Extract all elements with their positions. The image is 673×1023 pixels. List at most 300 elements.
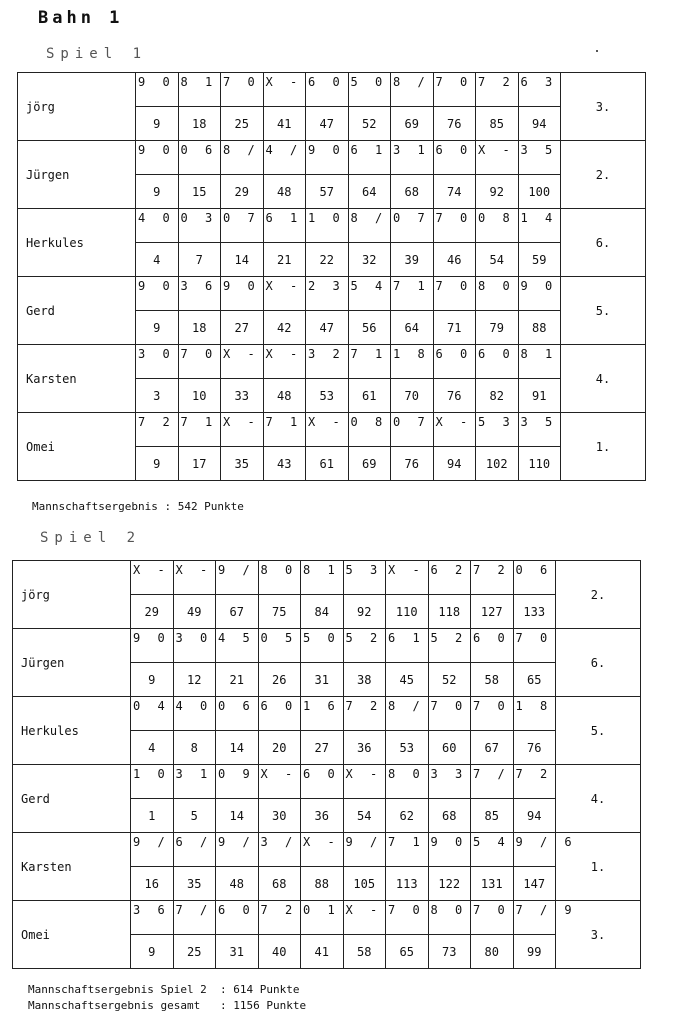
frame-throws-text: 7 0 [473, 903, 510, 917]
cumulative-score: 84 [301, 595, 344, 629]
cumulative-score: 76 [433, 107, 476, 141]
frame-throws [306, 345, 349, 379]
frame-throws-text: X - [223, 347, 260, 361]
frame-throws-text: 5 4 [350, 279, 388, 293]
frame-throws-text: 7 0 [435, 211, 473, 225]
frame-throws [131, 561, 174, 595]
frame-throws-text: 5 3 [345, 563, 383, 577]
cumulative-score: 1 [131, 799, 174, 833]
frame-throws-text: X - [133, 563, 170, 577]
frame-throws [391, 413, 434, 447]
cumulative-score: 27 [221, 311, 264, 345]
cumulative-score: 47 [306, 107, 349, 141]
frame-throws-text: 7 2 [260, 903, 298, 917]
frame-throws [216, 833, 259, 867]
frame-throws [343, 561, 386, 595]
frame-throws-text: 5 0 [350, 75, 388, 89]
cumulative-score: 62 [386, 799, 429, 833]
frame-throws [216, 697, 259, 731]
frame-throws [258, 833, 301, 867]
frame-throws [173, 901, 216, 935]
frame-throws [343, 901, 386, 935]
player-rank: 4. [556, 765, 641, 833]
cumulative-score: 68 [391, 175, 434, 209]
cumulative-score: 127 [471, 595, 514, 629]
player-row [18, 209, 646, 243]
cumulative-score: 46 [433, 243, 476, 277]
frame-throws [391, 277, 434, 311]
cumulative-score: 74 [433, 175, 476, 209]
frame-throws-text: 6 0 [478, 347, 515, 361]
frame-throws-text: 7 0 [180, 347, 218, 361]
frame-throws-text: 7 2 [473, 563, 510, 577]
player-row [13, 765, 641, 799]
player-name: Herkules [18, 209, 136, 277]
frame-throws-text: X - [175, 563, 213, 577]
frame-throws [263, 277, 306, 311]
frame-throws-text: 1 4 [520, 211, 558, 225]
cumulative-score: 36 [301, 799, 344, 833]
frame-throws [433, 277, 476, 311]
player-row [18, 277, 646, 311]
player-name: Omei [18, 413, 136, 481]
frame-throws-text: 0 9 [218, 767, 255, 781]
cumulative-score: 85 [476, 107, 519, 141]
frame-throws [263, 141, 306, 175]
frame-throws [518, 209, 561, 243]
cumulative-score: 59 [518, 243, 561, 277]
cumulative-score: 68 [428, 799, 471, 833]
frame-throws-text: 6 1 [388, 631, 425, 645]
cumulative-score: 69 [391, 107, 434, 141]
frame-throws [391, 141, 434, 175]
frame-throws-text: 8 / [350, 211, 388, 225]
frame-throws-text: 0 3 [180, 211, 218, 225]
cumulative-score: 69 [348, 447, 391, 481]
frame-throws [476, 277, 519, 311]
frame-throws [476, 209, 519, 243]
frame-throws [306, 209, 349, 243]
frame-throws-text: 0 7 [393, 211, 430, 225]
frame-throws-text: X - [388, 563, 425, 577]
cumulative-score: 9 [136, 311, 179, 345]
frame-throws [343, 765, 386, 799]
frame-throws [433, 209, 476, 243]
cumulative-score: 14 [221, 243, 264, 277]
frame-throws-text: 7 2 [515, 767, 553, 781]
frame-throws-text: 4 0 [138, 211, 175, 225]
frame-throws-text: 7 2 [345, 699, 383, 713]
player-row [18, 73, 646, 107]
cumulative-score: 3 [136, 379, 179, 413]
cumulative-score: 61 [306, 447, 349, 481]
cumulative-score: 43 [263, 447, 306, 481]
player-row [13, 629, 641, 663]
frame-throws [221, 277, 264, 311]
cumulative-score: 52 [348, 107, 391, 141]
frame-throws [471, 697, 514, 731]
frame-throws-text: 6 0 [218, 903, 255, 917]
cumulative-score: 4 [136, 243, 179, 277]
cumulative-score: 53 [306, 379, 349, 413]
cumulative-score: 18 [178, 107, 221, 141]
frame-throws-text: 1 0 [133, 767, 170, 781]
cumulative-score: 48 [216, 867, 259, 901]
frame-throws-text: 9 0 [138, 143, 175, 157]
frame-throws [476, 345, 519, 379]
cumulative-score: 8 [173, 731, 216, 765]
player-name: jörg [13, 561, 131, 629]
cumulative-score: 105 [343, 867, 386, 901]
cumulative-score: 21 [216, 663, 259, 697]
frame-throws-text: 7 1 [388, 835, 425, 849]
frame-throws-text: 8 / [388, 699, 425, 713]
cumulative-score: 9 [136, 447, 179, 481]
frame-throws [216, 561, 259, 595]
frame-throws [348, 141, 391, 175]
cumulative-score: 35 [173, 867, 216, 901]
cumulative-score: 41 [301, 935, 344, 969]
frame-throws [513, 697, 556, 731]
cumulative-score: 20 [258, 731, 301, 765]
frame-throws [386, 765, 429, 799]
frame-throws-text: 6 0 [303, 767, 340, 781]
player-name: Gerd [13, 765, 131, 833]
frame-throws [263, 209, 306, 243]
cumulative-score: 113 [386, 867, 429, 901]
frame-throws [221, 141, 264, 175]
cumulative-score: 88 [518, 311, 561, 345]
frame-throws [471, 765, 514, 799]
cumulative-score: 15 [178, 175, 221, 209]
player-row [18, 345, 646, 379]
cumulative-score: 110 [386, 595, 429, 629]
cumulative-score: 85 [471, 799, 514, 833]
frame-throws-text: 7 0 [515, 631, 553, 645]
frame-throws-text: 9 / [218, 835, 255, 849]
cumulative-score: 76 [513, 731, 556, 765]
frame-throws [386, 629, 429, 663]
game-1-title: Spiel 1 [46, 46, 148, 62]
cumulative-score: 10 [178, 379, 221, 413]
frame-throws-text: 3 6 [180, 279, 218, 293]
player-name: Karsten [18, 345, 136, 413]
cumulative-score: 45 [386, 663, 429, 697]
cumulative-score: 58 [343, 935, 386, 969]
frame-throws-text: 8 0 [430, 903, 468, 917]
frame-throws-text: 9 / [133, 835, 170, 849]
cumulative-score: 58 [471, 663, 514, 697]
frame-throws [221, 73, 264, 107]
cumulative-score: 29 [131, 595, 174, 629]
player-rank: 4. [561, 345, 646, 413]
cumulative-score: 91 [518, 379, 561, 413]
frame-throws [428, 765, 471, 799]
cumulative-score: 64 [391, 311, 434, 345]
cumulative-score: 18 [178, 311, 221, 345]
frame-throws [471, 561, 514, 595]
frame-throws-text: 3 5 [520, 143, 558, 157]
frame-throws-text: 8 0 [260, 563, 298, 577]
frame-throws [258, 901, 301, 935]
cumulative-score: 5 [173, 799, 216, 833]
frame-throws-text: 6 3 [520, 75, 558, 89]
frame-throws [428, 629, 471, 663]
cumulative-score: 9 [136, 175, 179, 209]
player-rank: 3. [556, 901, 641, 969]
cumulative-score: 76 [433, 379, 476, 413]
frame-throws [433, 413, 476, 447]
frame-throws [301, 697, 344, 731]
frame-throws-text: 7 2 [138, 415, 175, 429]
frame-throws-text: 7 0 [430, 699, 468, 713]
frame-throws [513, 765, 556, 799]
frame-throws-text: 7 2 [478, 75, 515, 89]
frame-throws [471, 901, 514, 935]
player-rank: 1. [556, 833, 641, 901]
frame-throws [221, 209, 264, 243]
frame-throws [221, 345, 264, 379]
frame-throws-text: 6 / [175, 835, 213, 849]
frame-throws [513, 901, 577, 935]
cumulative-score: 40 [258, 935, 301, 969]
cumulative-score: 92 [476, 175, 519, 209]
frame-throws [301, 901, 344, 935]
cumulative-score: 118 [428, 595, 471, 629]
frame-throws [306, 73, 349, 107]
cumulative-score: 147 [513, 867, 556, 901]
frame-throws-text: 0 7 [223, 211, 260, 225]
frame-throws [131, 833, 174, 867]
frame-throws [216, 765, 259, 799]
cumulative-score: 110 [518, 447, 561, 481]
player-name: Herkules [13, 697, 131, 765]
frame-throws-text: 5 2 [345, 631, 383, 645]
frame-throws [131, 901, 174, 935]
player-name: Karsten [13, 833, 131, 901]
frame-throws-text: 1 6 [303, 699, 340, 713]
cumulative-score: 14 [216, 799, 259, 833]
cumulative-score: 38 [343, 663, 386, 697]
frame-throws [306, 277, 349, 311]
cumulative-score: 94 [433, 447, 476, 481]
frame-throws-text: 8 / [393, 75, 430, 89]
frame-throws-text: 7 0 [223, 75, 260, 89]
cumulative-score: 70 [391, 379, 434, 413]
frame-throws-text: 3 5 [520, 415, 558, 429]
frame-throws [301, 833, 344, 867]
frame-throws-text: 3 1 [175, 767, 213, 781]
frame-throws-text: 7 1 [393, 279, 430, 293]
player-rank: 6. [561, 209, 646, 277]
frame-throws-text: 6 2 [430, 563, 468, 577]
frame-throws-text: 0 4 [133, 699, 170, 713]
frame-throws-text: 8 1 [180, 75, 218, 89]
player-name: Omei [13, 901, 131, 969]
frame-throws-text: 6 0 [435, 347, 473, 361]
cumulative-score: 31 [301, 663, 344, 697]
cumulative-score: 35 [221, 447, 264, 481]
cumulative-score: 27 [301, 731, 344, 765]
frame-throws [136, 413, 179, 447]
cumulative-score: 65 [386, 935, 429, 969]
frame-throws [306, 141, 349, 175]
cumulative-score: 67 [216, 595, 259, 629]
frame-throws [348, 413, 391, 447]
frame-throws-text: 9 / 6 [515, 835, 577, 849]
cumulative-score: 102 [476, 447, 519, 481]
cumulative-score: 61 [348, 379, 391, 413]
cumulative-score: 71 [433, 311, 476, 345]
frame-throws [433, 345, 476, 379]
frame-throws [173, 765, 216, 799]
frame-throws-text: 3 0 [175, 631, 213, 645]
player-rank: 1. [561, 413, 646, 481]
cumulative-score: 9 [136, 107, 179, 141]
frame-throws [476, 73, 519, 107]
frame-throws-text: 7 / [175, 903, 213, 917]
frame-throws [391, 73, 434, 107]
cumulative-score: 16 [131, 867, 174, 901]
frame-throws-text: 0 6 [218, 699, 255, 713]
frame-throws [343, 833, 386, 867]
cumulative-score: 88 [301, 867, 344, 901]
frame-throws [348, 209, 391, 243]
cumulative-score: 80 [471, 935, 514, 969]
frame-throws [136, 209, 179, 243]
cumulative-score: 32 [348, 243, 391, 277]
frame-throws-text: 7 0 [473, 699, 510, 713]
frame-throws-text: 1 0 [308, 211, 345, 225]
frame-throws-text: 0 6 [180, 143, 218, 157]
frame-throws [263, 345, 306, 379]
frame-throws-text: 8 / [223, 143, 260, 157]
frame-throws-text: 9 0 [138, 279, 175, 293]
cumulative-score: 75 [258, 595, 301, 629]
cumulative-score: 30 [258, 799, 301, 833]
cumulative-score: 12 [173, 663, 216, 697]
frame-throws-text: 4 / [265, 143, 303, 157]
cumulative-score: 9 [131, 663, 174, 697]
frame-throws-text: X - [478, 143, 515, 157]
frame-throws [216, 901, 259, 935]
cumulative-score: 54 [343, 799, 386, 833]
frame-throws-text: 7 0 [435, 279, 473, 293]
cumulative-score: 36 [343, 731, 386, 765]
frame-throws [428, 697, 471, 731]
frame-throws-text: 7 1 [350, 347, 388, 361]
cumulative-score: 47 [306, 311, 349, 345]
cumulative-score: 54 [476, 243, 519, 277]
frame-throws-text: 9 0 [520, 279, 558, 293]
cumulative-score: 4 [131, 731, 174, 765]
frame-throws [391, 209, 434, 243]
player-row [13, 901, 641, 935]
frame-throws-text: 9 / [345, 835, 383, 849]
frame-throws [173, 629, 216, 663]
frame-throws-text: X - [435, 415, 473, 429]
frame-throws-text: 9 0 [133, 631, 170, 645]
frame-throws [343, 697, 386, 731]
cumulative-score: 49 [173, 595, 216, 629]
frame-throws [258, 561, 301, 595]
frame-throws-text: 8 0 [388, 767, 425, 781]
player-rank: 5. [556, 697, 641, 765]
cumulative-score: 48 [263, 175, 306, 209]
frame-throws [306, 413, 349, 447]
frame-throws-text: 5 3 [478, 415, 515, 429]
frame-throws [178, 209, 221, 243]
frame-throws [518, 345, 561, 379]
frame-throws [173, 697, 216, 731]
cumulative-score: 42 [263, 311, 306, 345]
cumulative-score: 99 [513, 935, 556, 969]
frame-throws-text: 9 0 [223, 279, 260, 293]
frame-throws-text: 9 0 [308, 143, 345, 157]
frame-throws-text: 3 2 [308, 347, 345, 361]
frame-throws [513, 561, 556, 595]
player-row [18, 141, 646, 175]
cumulative-score: 60 [428, 731, 471, 765]
frame-throws [476, 141, 519, 175]
player-rank: 3. [561, 73, 646, 141]
frame-throws-text: 5 2 [430, 631, 468, 645]
frame-throws [386, 697, 429, 731]
cumulative-score: 48 [263, 379, 306, 413]
frame-throws-text: 3 1 [393, 143, 430, 157]
frame-throws [258, 697, 301, 731]
frame-throws-text: 7 1 [180, 415, 218, 429]
cumulative-score: 17 [178, 447, 221, 481]
frame-throws-text: 5 4 [473, 835, 510, 849]
frame-throws [433, 141, 476, 175]
cumulative-score: 133 [513, 595, 556, 629]
cumulative-score: 53 [386, 731, 429, 765]
player-name: Gerd [18, 277, 136, 345]
frame-throws-text: X - [260, 767, 298, 781]
cumulative-score: 14 [216, 731, 259, 765]
frame-throws [433, 73, 476, 107]
game-1-score-table [17, 72, 646, 481]
cumulative-score: 25 [221, 107, 264, 141]
frame-throws-text: X - [265, 347, 303, 361]
frame-throws [391, 345, 434, 379]
frame-throws [178, 413, 221, 447]
page-title: Bahn 1 [38, 8, 124, 28]
frame-throws-text: 7 / [473, 767, 510, 781]
game-2-team-result: Mannschaftsergebnis Spiel 2 : 614 Punkte [28, 983, 300, 996]
frame-throws [428, 561, 471, 595]
cumulative-score: 131 [471, 867, 514, 901]
frame-throws-text: 6 1 [265, 211, 303, 225]
frame-throws-text: 8 1 [303, 563, 340, 577]
frame-throws-text: X - [265, 279, 303, 293]
frame-throws [131, 765, 174, 799]
game-1-team-result: Mannschaftsergebnis : 542 Punkte [32, 500, 244, 513]
cumulative-score: 52 [428, 663, 471, 697]
player-name: Jürgen [18, 141, 136, 209]
cumulative-score: 26 [258, 663, 301, 697]
frame-throws-text: X - [345, 767, 383, 781]
frame-throws-text: 5 0 [303, 631, 340, 645]
frame-throws [178, 345, 221, 379]
frame-throws [386, 901, 429, 935]
frame-throws-text: 3 0 [138, 347, 175, 361]
player-row [13, 833, 641, 867]
cumulative-score: 67 [471, 731, 514, 765]
frame-throws [136, 73, 179, 107]
frame-throws-text: 0 1 [303, 903, 340, 917]
